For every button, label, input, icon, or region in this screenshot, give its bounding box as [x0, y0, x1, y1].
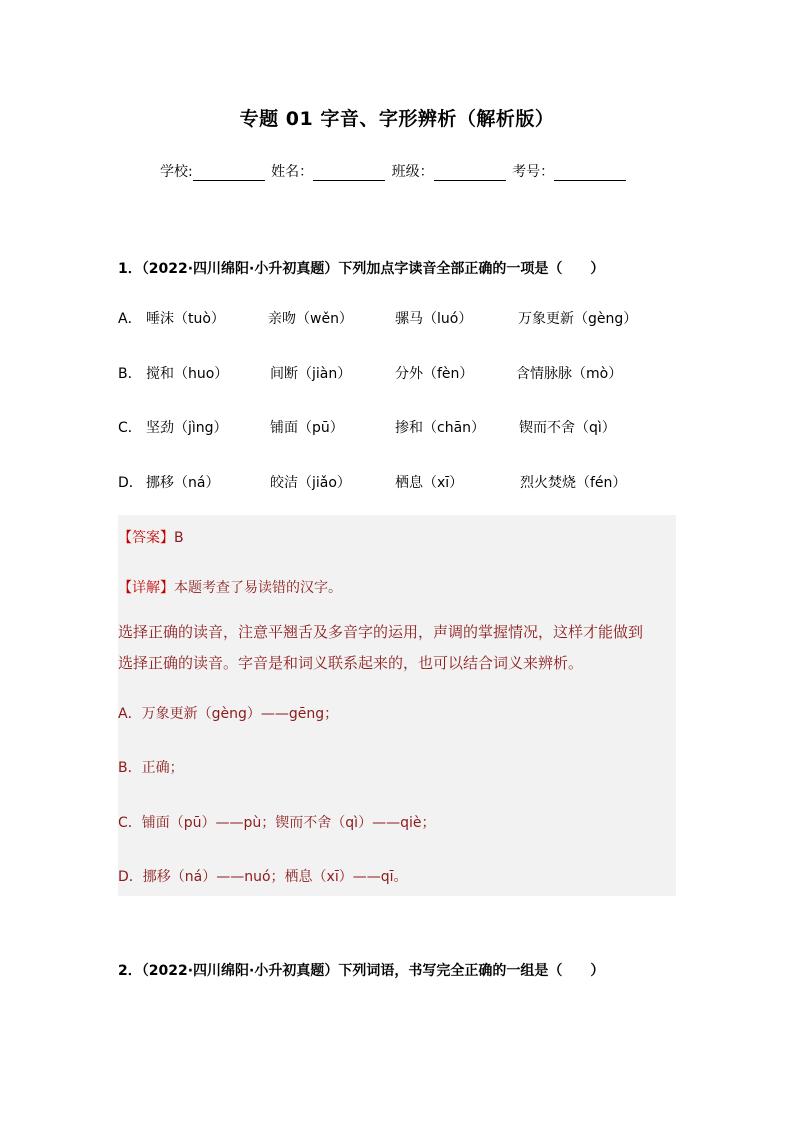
detail-tag: 【详解】 [118, 580, 174, 596]
page-title: 专题 01 字音、字形辨析（解析版） [239, 108, 555, 130]
answer-value: B [174, 530, 184, 546]
option-item: 锲而不舍（qì） [519, 420, 616, 436]
answer-tag: 【答案】 [118, 530, 174, 546]
explanation-c: C．铺面（pū）——pù；锲而不舍（qì）——qiè； [118, 815, 436, 831]
explanation-b: B．正确； [118, 760, 184, 776]
class-blank [434, 164, 506, 181]
question-2-stem: 2．（2022·四川绵阳·小升初真题）下列词语，书写完全正确的一组是（ ） [118, 963, 605, 979]
option-item: 坚劲（jìng） [146, 420, 228, 436]
question-1-option-d [118, 472, 678, 494]
school-blank [193, 164, 265, 181]
name-blank [313, 164, 385, 181]
explanation-d: D．挪移（ná）——nuó；栖息（xī）——qī。 [118, 869, 408, 885]
class-label: 班级： [391, 164, 434, 180]
option-item: 骡马（luó） [395, 311, 473, 327]
detail-paragraph-2: 选择正确的读音。字音是和词义联系起来的，也可以结合词义来辨析。 [118, 654, 584, 672]
option-label: A． [118, 311, 142, 327]
option-item: 烈火焚烧（fén） [520, 475, 627, 491]
detail-intro: 本题考查了易读错的汉字。 [174, 580, 342, 596]
detail-paragraph-1: 选择正确的读音，注意平翘舌及多音字的运用，声调的掌握情况，这样才能做到 [118, 623, 644, 641]
number-label: 考号： [512, 164, 555, 180]
option-item: 亲吻（wěn） [268, 311, 353, 327]
question-1-option-a [118, 308, 678, 330]
option-item: 掺和（chān） [395, 420, 486, 436]
answer-line [118, 527, 184, 547]
option-label: C． [118, 420, 142, 436]
detail-line [118, 577, 342, 597]
school-label: 学校: [160, 164, 193, 180]
option-item: 唾沫（tuò） [146, 311, 225, 327]
option-item: 含情脉脉（mò） [516, 366, 623, 382]
name-label: 姓名： [271, 164, 314, 180]
question-1-stem: 1．（2022·四川绵阳·小升初真题）下列加点字读音全部正确的一项是（ ） [118, 261, 605, 277]
question-1-option-b [118, 363, 678, 385]
option-item: 挪移（ná） [146, 475, 220, 491]
explanation-a: A．万象更新（gèng）——gēng； [118, 706, 339, 722]
number-blank [554, 164, 626, 181]
option-item: 搅和（huo） [146, 366, 229, 382]
option-item: 皎洁（jiǎo） [270, 475, 351, 491]
option-item: 分外（fèn） [395, 366, 474, 382]
question-1-option-c [118, 417, 678, 439]
option-label: D． [118, 475, 143, 491]
option-item: 栖息（xī） [395, 475, 464, 491]
option-item: 铺面（pū） [270, 420, 344, 436]
option-item: 万象更新（gèng） [518, 311, 638, 327]
option-item: 间断（jiàn） [270, 366, 352, 382]
option-label: B． [118, 366, 142, 382]
student-info-line [160, 161, 628, 181]
